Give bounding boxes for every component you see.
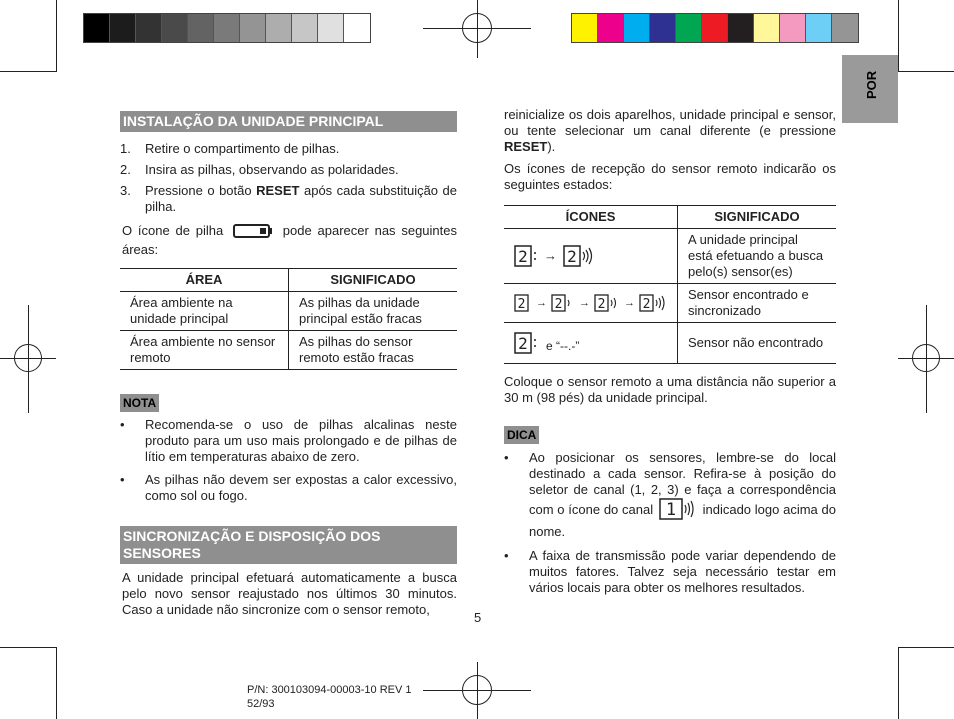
crop-mark — [898, 647, 954, 648]
column-header: SIGNIFICADO — [678, 206, 837, 229]
battery-area-table — [120, 268, 457, 370]
channel-signal-icon — [594, 294, 620, 312]
install-section-title: INSTALAÇÃO DA UNIDADE PRINCIPAL — [120, 111, 457, 132]
list-item: • A faixa de transmissão pode variar dependendo de muitos fatores. Talvez seja necessário testar em vários locais para obter os melhores resultados. — [504, 548, 836, 595]
svg-text:2: 2 — [597, 297, 606, 312]
color-swatch — [624, 14, 650, 42]
not-found-text: e “--.-” — [546, 339, 580, 353]
gray-swatch — [214, 14, 240, 42]
registration-mark-line — [926, 305, 927, 413]
note-label: NOTA — [120, 394, 159, 412]
table-cell: Sensor encontrado e sincronizado — [678, 284, 837, 323]
gray-swatch — [318, 14, 344, 42]
table-cell: As pilhas do sensor remoto estão fracas — [289, 331, 458, 370]
list-item: 2. Insira as pilhas, observando as polaridades. — [120, 162, 399, 177]
reception-icons-table — [504, 205, 836, 364]
color-calibration-bar — [571, 13, 859, 43]
svg-text:2: 2 — [518, 247, 528, 266]
crop-mark — [56, 0, 57, 72]
gray-swatch — [136, 14, 162, 42]
table-header-row — [120, 269, 457, 292]
icon-found-sequence — [514, 294, 667, 312]
list-item: • As pilhas não devem ser expostas a calor excessivo, como sol ou fogo. — [120, 472, 457, 503]
crop-mark — [56, 647, 57, 719]
color-swatch — [650, 14, 676, 42]
channel-1-icon — [659, 498, 697, 524]
channel-signal-icon — [563, 245, 595, 267]
color-swatch — [754, 14, 780, 42]
distance-paragraph: Coloque o sensor remoto a uma distância não superior a 30 m (98 pés) da unidade principal. — [504, 374, 836, 405]
table-row — [120, 331, 457, 370]
language-tab — [842, 55, 898, 123]
gray-swatch — [292, 14, 318, 42]
battery-icon — [233, 224, 273, 242]
table-cell: Área ambiente no sensor remoto — [120, 331, 289, 370]
channel-digit-icon — [514, 332, 538, 354]
crop-mark — [898, 0, 899, 72]
table-cell: A unidade principal está efetuando a busca pelo(s) sensor(es) — [678, 229, 837, 284]
table-header-row — [504, 206, 836, 229]
note-list — [120, 417, 457, 504]
gray-swatch — [188, 14, 214, 42]
gray-swatch — [162, 14, 188, 42]
tip-label: DICA — [504, 426, 539, 444]
table-cell: Sensor não encontrado — [678, 323, 837, 364]
color-swatch — [676, 14, 702, 42]
footer — [247, 683, 412, 711]
table-cell: Área ambiente na unidade principal — [120, 292, 289, 331]
list-item: 1. Retire o compartimento de pilhas. — [120, 141, 340, 156]
crop-mark — [0, 647, 56, 648]
color-swatch — [806, 14, 832, 42]
arrow-icon: → — [544, 248, 557, 263]
table-row — [504, 284, 836, 323]
gray-swatch — [266, 14, 292, 42]
table-cell — [504, 284, 678, 323]
channel-signal-icon — [639, 294, 667, 312]
crop-mark — [0, 71, 56, 72]
language-tab-label: POR — [864, 70, 879, 99]
gray-swatch — [84, 14, 110, 42]
channel-digit-icon — [514, 245, 538, 267]
registration-mark-line — [28, 305, 29, 413]
left-column — [120, 111, 457, 618]
svg-text:2: 2 — [554, 297, 563, 312]
list-item: • Ao posicionar os sensores, lembre-se do local destinado a cada sensor. Refira-se à posição do seletor de canal (1, 2, 3) e faça a correspondência com o ícone do canal 1 indicado logo acima do nome. — [504, 450, 836, 539]
svg-text:1: 1 — [665, 500, 676, 520]
table-row — [120, 292, 457, 331]
table-cell: As pilhas da unidade principal estão fracas — [289, 292, 458, 331]
table-row — [504, 229, 836, 284]
svg-text:2: 2 — [517, 297, 526, 312]
list-item: 3. Pressione o botão RESET após cada substituição de pilha. — [120, 183, 458, 214]
svg-text:2: 2 — [518, 334, 528, 353]
grayscale-color-bar — [83, 13, 371, 43]
table-cell — [504, 323, 678, 364]
gray-swatch — [344, 14, 370, 42]
table-row — [504, 323, 836, 364]
install-steps — [120, 141, 457, 215]
icons-intro-paragraph: Os ícones de recepção do sensor remoto indicarão os seguintes estados: — [504, 161, 836, 192]
channel-signal-icon — [551, 294, 575, 312]
right-column — [504, 107, 836, 601]
svg-text:2: 2 — [642, 297, 651, 312]
page-number: 5 — [474, 610, 482, 625]
color-swatch — [832, 14, 858, 42]
part-number: P/N: 300103094-00003-10 REV 1 — [247, 684, 412, 696]
registration-mark-line — [477, 0, 478, 58]
color-swatch — [702, 14, 728, 42]
channel-digit-icon — [514, 294, 532, 312]
color-swatch — [598, 14, 624, 42]
crop-mark — [898, 647, 899, 719]
list-item: • Recomenda-se o uso de pilhas alcalinas neste produto para um uso mais prolongado e de pilhas de lítio em temperaturas abaixo de zero. — [120, 417, 457, 464]
gray-swatch — [110, 14, 136, 42]
sync-paragraph: A unidade principal efetuará automaticamente a busca pelo novo sensor reajustado nos últimos 30 minutos. Caso a unidade não sincronize com o sensor remoto, — [122, 570, 457, 617]
arrow-icon: → — [579, 297, 590, 309]
color-swatch — [780, 14, 806, 42]
color-swatch — [572, 14, 598, 42]
arrow-icon: → — [536, 297, 547, 309]
column-header: ÍCONES — [504, 206, 678, 229]
column-header: SIGNIFICADO — [289, 269, 458, 292]
arrow-icon: → — [624, 297, 635, 309]
svg-text:2: 2 — [567, 247, 577, 266]
battery-paragraph: O ícone de pilha pode aparecer nas seguintes áreas: — [122, 223, 457, 257]
table-cell — [504, 229, 678, 284]
icon-searching-sequence — [514, 245, 667, 267]
column-header: ÁREA — [120, 269, 289, 292]
sync-section-title: SINCRONIZAÇÃO E DISPOSIÇÃO DOS SENSORES — [120, 526, 457, 564]
tip-list — [504, 450, 836, 596]
color-swatch — [728, 14, 754, 42]
continuation-paragraph: reinicialize os dois aparelhos, unidade principal e sensor, ou tente selecionar um canal diferente (e pressione RESET). — [504, 107, 836, 154]
crop-mark — [898, 71, 954, 72]
registration-mark-line — [477, 662, 478, 719]
page-count: 52/93 — [247, 698, 275, 710]
gray-swatch — [240, 14, 266, 42]
